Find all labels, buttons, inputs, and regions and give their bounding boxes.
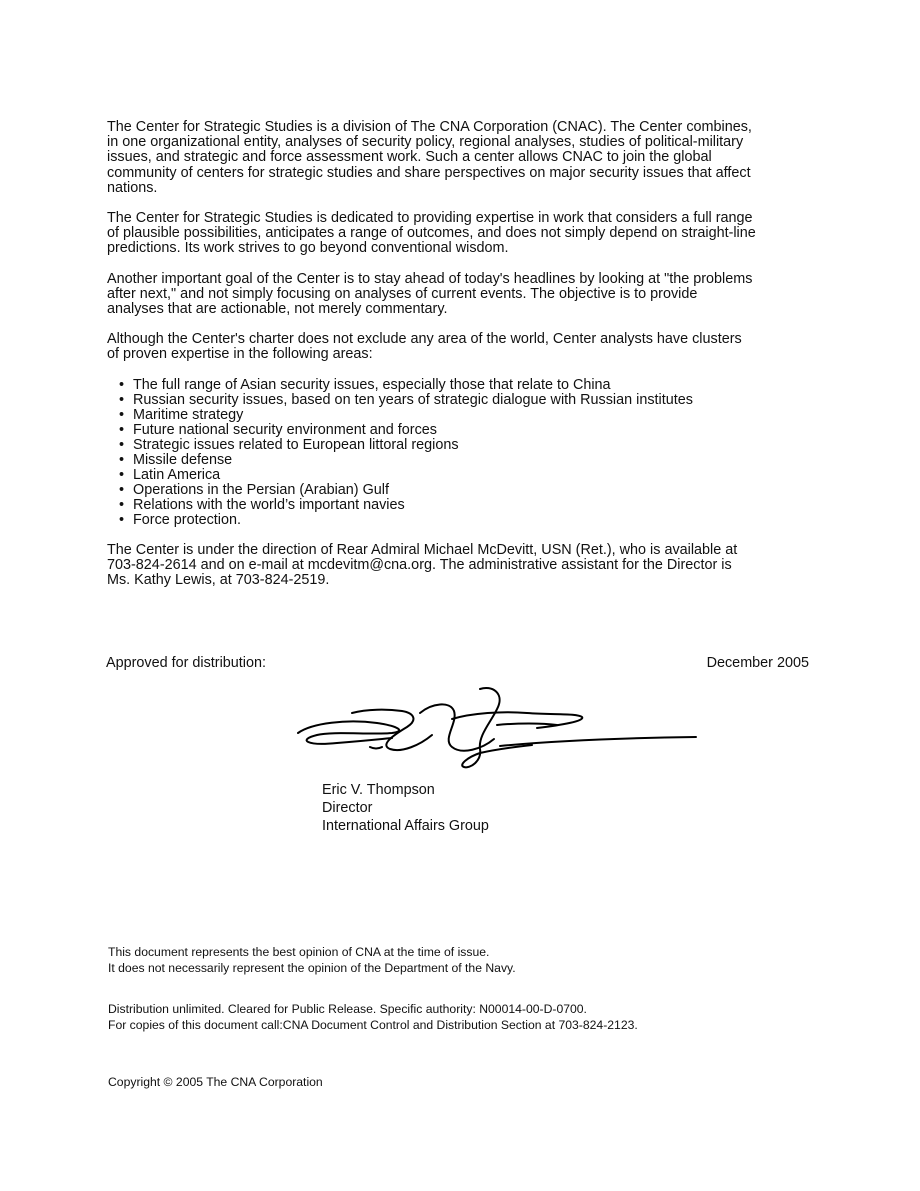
signer-group: International Affairs Group xyxy=(322,818,489,834)
copyright-notice: Copyright © 2005 The CNA Corporation xyxy=(108,1075,323,1089)
signature-stroke xyxy=(420,704,494,750)
intro-paragraph: The Center for Strategic Studies is a division of The CNA Corporation (CNAC). The Center combines, in one organizational entity, analyses of security policy, regional analyses, studies of political-military issues, and strategic and force assessment work. Such a center allows CNAC to join the global community of centers for strategic studies and share perspectives on major security issues that affect nations. xyxy=(107,119,752,196)
signer-name: Eric V. Thompson xyxy=(322,782,435,798)
list-item: • Maritime strategy xyxy=(133,408,757,423)
list-item: • Strategic issues related to European littoral regions xyxy=(133,438,757,453)
charter-paragraph: Although the Center's charter does not exclude any area of the world, Center analysts have clusters of proven expertise in the following areas: xyxy=(107,331,742,363)
distribution-line: For copies of this document call:CNA Document Control and Distribution Section at 703-824-2123. xyxy=(108,1018,638,1032)
list-item: • Missile defense xyxy=(133,453,757,468)
distribution-statement xyxy=(108,1001,638,1033)
signature-stroke xyxy=(497,724,557,726)
signature-stroke xyxy=(298,721,399,743)
distribution-line: Distribution unlimited. Cleared for Public Release. Specific authority: N00014-00-D-0700. xyxy=(108,1002,587,1016)
signature-stroke xyxy=(352,710,432,750)
expertise-list xyxy=(107,378,757,528)
list-item: • The full range of Asian security issues, especially those that relate to China xyxy=(133,378,757,393)
list-item: • Future national security environment and forces xyxy=(133,423,757,438)
disclaimer-line: It does not necessarily represent the opinion of the Department of the Navy. xyxy=(108,961,516,975)
contact-paragraph: The Center is under the direction of Rear Admiral Michael McDevitt, USN (Ret.), who is available at 703-824-2614 and on e-mail at mcdevitm@cna.org. The administrative assistant for the Director is Ms. Kathy Lewis, at 703-824-2519. xyxy=(107,541,738,589)
disclaimer xyxy=(108,944,516,976)
list-item: • Relations with the world’s important navies xyxy=(133,498,757,513)
goal-paragraph: Another important goal of the Center is to stay ahead of today's headlines by looking at "the problems after next," and not simply focusing on analyses of current events. The objective is to provide analyses that are actionable, not merely commentary. xyxy=(107,270,753,318)
approval-date: December 2005 xyxy=(706,655,809,671)
disclaimer-line: This document represents the best opinion of CNA at the time of issue. xyxy=(108,945,490,959)
body-text xyxy=(107,120,757,603)
signature-block xyxy=(322,781,489,835)
list-item: • Operations in the Persian (Arabian) Gulf xyxy=(133,483,757,498)
signature-stroke xyxy=(370,747,382,749)
signer-title: Director xyxy=(322,800,373,816)
list-item: • Russian security issues, based on ten years of strategic dialogue with Russian institutes xyxy=(133,393,757,408)
list-item: • Latin America xyxy=(133,468,757,483)
approval-label: Approved for distribution: xyxy=(106,655,266,671)
list-item: • Force protection. xyxy=(133,513,757,528)
signature-stroke xyxy=(462,688,532,767)
signature-stroke xyxy=(452,712,582,728)
expertise-paragraph: The Center for Strategic Studies is dedicated to providing expertise in work that considers a full range of plausible possibilities, anticipates a range of outcomes, and does not simply depend on straight-line predictions. Its work strives to go beyond conventional wisdom. xyxy=(107,210,756,257)
signature-image xyxy=(292,683,702,775)
